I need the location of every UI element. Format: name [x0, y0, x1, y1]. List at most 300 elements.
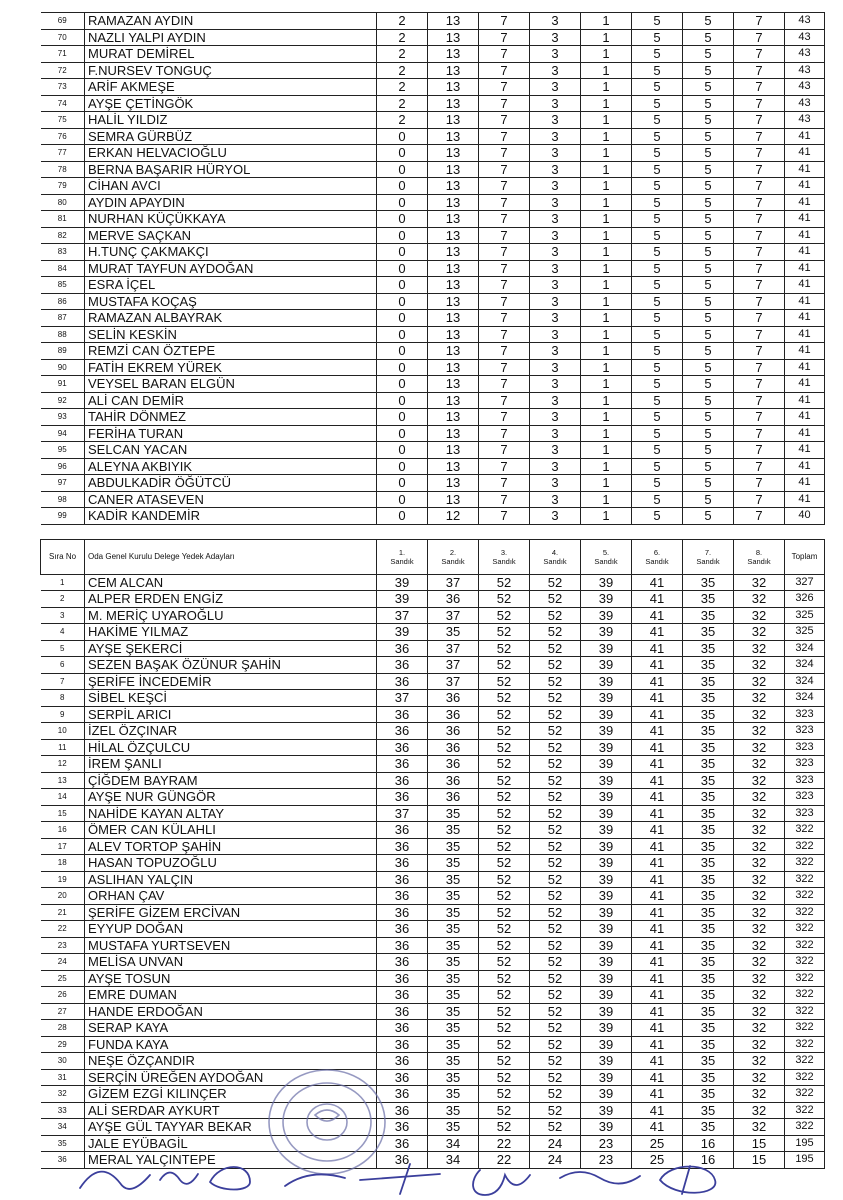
header-title: Oda Genel Kurulu Delege Yedek Adayları [85, 539, 377, 574]
row-number: 31 [41, 1069, 85, 1086]
total-votes: 323 [785, 706, 825, 723]
ballot-box-1-votes: 0 [377, 277, 428, 294]
row-number: 13 [41, 772, 85, 789]
ballot-box-1-votes: 0 [377, 178, 428, 195]
table-row [41, 326, 825, 343]
ballot-box-7-votes: 5 [683, 194, 734, 211]
ballot-box-3-votes: 52 [479, 987, 530, 1004]
ballot-box-8-votes: 32 [734, 1036, 785, 1053]
ballot-box-1-votes: 39 [377, 574, 428, 591]
ballot-box-3-votes: 7 [479, 79, 530, 96]
ballot-box-1-votes: 37 [377, 607, 428, 624]
ballot-box-4-votes: 3 [530, 145, 581, 162]
ballot-box-6-votes: 5 [632, 112, 683, 129]
ballot-box-7-votes: 35 [683, 690, 734, 707]
row-number: 93 [41, 409, 85, 426]
ballot-box-6-votes: 5 [632, 161, 683, 178]
row-number: 28 [41, 1020, 85, 1037]
ballot-box-5-votes: 39 [581, 673, 632, 690]
ballot-box-5-votes: 1 [581, 376, 632, 393]
total-votes: 41 [785, 260, 825, 277]
table-row [41, 145, 825, 162]
table-row [41, 491, 825, 508]
ballot-box-8-votes: 15 [734, 1135, 785, 1152]
ballot-box-8-votes: 7 [734, 29, 785, 46]
ballot-box-4-votes: 52 [530, 591, 581, 608]
ballot-box-3-votes: 7 [479, 161, 530, 178]
row-number: 73 [41, 79, 85, 96]
ballot-box-2-votes: 12 [428, 508, 479, 525]
table-row [41, 888, 825, 905]
table-row [41, 1069, 825, 1086]
total-votes: 41 [785, 178, 825, 195]
ballot-box-8-votes: 7 [734, 95, 785, 112]
row-number: 25 [41, 970, 85, 987]
ballot-box-7-votes: 5 [683, 62, 734, 79]
ballot-box-6-votes: 5 [632, 62, 683, 79]
ballot-box-7-votes: 35 [683, 624, 734, 641]
ballot-box-6-votes: 5 [632, 310, 683, 327]
row-number: 69 [41, 13, 85, 30]
total-votes: 324 [785, 690, 825, 707]
ballot-box-6-votes: 5 [632, 260, 683, 277]
ballot-box-7-votes: 35 [683, 772, 734, 789]
total-votes: 41 [785, 277, 825, 294]
total-votes: 325 [785, 624, 825, 641]
ballot-box-2-votes: 35 [428, 1102, 479, 1119]
ballot-box-7-votes: 35 [683, 591, 734, 608]
ballot-box-2-votes: 13 [428, 409, 479, 426]
table-row [41, 1135, 825, 1152]
row-number: 77 [41, 145, 85, 162]
row-number: 16 [41, 822, 85, 839]
ballot-box-5-votes: 1 [581, 326, 632, 343]
ballot-box-3-votes: 52 [479, 1102, 530, 1119]
ballot-box-8-votes: 32 [734, 954, 785, 971]
ballot-box-2-votes: 13 [428, 128, 479, 145]
total-votes: 41 [785, 475, 825, 492]
ballot-box-8-votes: 7 [734, 145, 785, 162]
ballot-box-2-votes: 13 [428, 326, 479, 343]
table-row [41, 591, 825, 608]
ballot-box-1-votes: 36 [377, 1119, 428, 1136]
ballot-box-5-votes: 1 [581, 392, 632, 409]
ballot-box-8-votes: 7 [734, 46, 785, 63]
ballot-box-4-votes: 52 [530, 657, 581, 674]
table-row [41, 1086, 825, 1103]
candidate-name: AYŞE GÜL TAYYAR BEKAR [85, 1119, 377, 1136]
ballot-box-7-votes: 5 [683, 277, 734, 294]
ballot-box-2-votes: 35 [428, 1086, 479, 1103]
candidate-name: NAZLI YALPI AYDIN [85, 29, 377, 46]
row-number: 80 [41, 194, 85, 211]
ballot-box-8-votes: 7 [734, 112, 785, 129]
row-number: 14 [41, 789, 85, 806]
table-row [41, 13, 825, 30]
table-row [41, 178, 825, 195]
ballot-box-3-votes: 7 [479, 508, 530, 525]
ballot-box-5-votes: 1 [581, 508, 632, 525]
ballot-box-6-votes: 41 [632, 772, 683, 789]
ballot-box-6-votes: 41 [632, 904, 683, 921]
table-row [41, 871, 825, 888]
candidate-name: HALİL YILDIZ [85, 112, 377, 129]
total-votes: 322 [785, 970, 825, 987]
ballot-box-5-votes: 39 [581, 855, 632, 872]
ballot-box-3-votes: 7 [479, 343, 530, 360]
total-votes: 322 [785, 1102, 825, 1119]
ballot-box-5-votes: 39 [581, 1086, 632, 1103]
ballot-box-5-votes: 39 [581, 1119, 632, 1136]
total-votes: 40 [785, 508, 825, 525]
ballot-box-6-votes: 5 [632, 244, 683, 261]
total-votes: 327 [785, 574, 825, 591]
total-votes: 323 [785, 772, 825, 789]
ballot-box-8-votes: 32 [734, 805, 785, 822]
ballot-box-1-votes: 36 [377, 1152, 428, 1169]
ballot-box-2-votes: 36 [428, 591, 479, 608]
ballot-box-5-votes: 1 [581, 425, 632, 442]
total-votes: 41 [785, 343, 825, 360]
ballot-box-1-votes: 0 [377, 211, 428, 228]
row-number: 3 [41, 607, 85, 624]
candidate-name: İREM ŞANLI [85, 756, 377, 773]
candidate-name: KADİR KANDEMİR [85, 508, 377, 525]
ballot-box-1-votes: 37 [377, 805, 428, 822]
ballot-box-8-votes: 7 [734, 227, 785, 244]
ballot-box-8-votes: 32 [734, 739, 785, 756]
ballot-box-4-votes: 24 [530, 1152, 581, 1169]
ballot-box-5-votes: 39 [581, 657, 632, 674]
total-votes: 322 [785, 1053, 825, 1070]
table-row [41, 475, 825, 492]
ballot-box-4-votes: 3 [530, 79, 581, 96]
ballot-box-3-votes: 52 [479, 772, 530, 789]
ballot-box-5-votes: 1 [581, 458, 632, 475]
ballot-box-7-votes: 5 [683, 112, 734, 129]
ballot-box-6-votes: 41 [632, 1053, 683, 1070]
ballot-box-5-votes: 39 [581, 1069, 632, 1086]
ballot-box-7-votes: 35 [683, 1003, 734, 1020]
ballot-box-2-votes: 35 [428, 954, 479, 971]
ballot-box-7-votes: 5 [683, 95, 734, 112]
ballot-box-2-votes: 13 [428, 293, 479, 310]
ballot-box-4-votes: 3 [530, 425, 581, 442]
ballot-box-7-votes: 5 [683, 376, 734, 393]
table-row [41, 640, 825, 657]
candidate-name: HANDE ERDOĞAN [85, 1003, 377, 1020]
ballot-box-7-votes: 35 [683, 1069, 734, 1086]
ballot-box-7-votes: 35 [683, 1086, 734, 1103]
ballot-box-6-votes: 5 [632, 227, 683, 244]
ballot-box-8-votes: 32 [734, 591, 785, 608]
ballot-box-5-votes: 39 [581, 739, 632, 756]
total-votes: 322 [785, 1069, 825, 1086]
ballot-box-7-votes: 5 [683, 128, 734, 145]
table-row [41, 937, 825, 954]
total-votes: 41 [785, 458, 825, 475]
ballot-box-2-votes: 37 [428, 607, 479, 624]
row-number: 94 [41, 425, 85, 442]
ballot-box-4-votes: 52 [530, 838, 581, 855]
ballot-box-8-votes: 7 [734, 376, 785, 393]
table-row [41, 277, 825, 294]
row-number: 4 [41, 624, 85, 641]
ballot-box-4-votes: 52 [530, 723, 581, 740]
ballot-box-7-votes: 35 [683, 1036, 734, 1053]
ballot-box-3-votes: 7 [479, 260, 530, 277]
ballot-box-5-votes: 23 [581, 1152, 632, 1169]
candidate-name: MURAT TAYFUN AYDOĞAN [85, 260, 377, 277]
ballot-box-3-votes: 52 [479, 1020, 530, 1037]
total-votes: 41 [785, 392, 825, 409]
ballot-box-5-votes: 1 [581, 178, 632, 195]
ballot-box-2-votes: 13 [428, 343, 479, 360]
ballot-box-3-votes: 7 [479, 293, 530, 310]
ballot-box-3-votes: 7 [479, 46, 530, 63]
ballot-box-7-votes: 35 [683, 1102, 734, 1119]
ballot-box-5-votes: 1 [581, 359, 632, 376]
ballot-box-7-votes: 5 [683, 310, 734, 327]
row-number: 76 [41, 128, 85, 145]
ballot-box-4-votes: 3 [530, 260, 581, 277]
ballot-box-1-votes: 0 [377, 343, 428, 360]
candidate-name: EYYUP DOĞAN [85, 921, 377, 938]
candidate-name: ALEYNA AKBIYIK [85, 458, 377, 475]
reserve-header-row [41, 539, 825, 574]
candidate-name: M. MERİÇ UYAROĞLU [85, 607, 377, 624]
table-row [41, 161, 825, 178]
ballot-box-4-votes: 52 [530, 574, 581, 591]
table-row [41, 112, 825, 129]
ballot-box-7-votes: 35 [683, 789, 734, 806]
total-votes: 41 [785, 293, 825, 310]
ballot-box-3-votes: 52 [479, 657, 530, 674]
ballot-box-7-votes: 35 [683, 888, 734, 905]
ballot-box-5-votes: 39 [581, 706, 632, 723]
ballot-box-2-votes: 35 [428, 855, 479, 872]
ballot-box-2-votes: 36 [428, 706, 479, 723]
ballot-box-7-votes: 35 [683, 838, 734, 855]
ballot-box-7-votes: 5 [683, 508, 734, 525]
candidate-name: H.TUNÇ ÇAKMAKÇI [85, 244, 377, 261]
ballot-box-3-votes: 52 [479, 739, 530, 756]
row-number: 24 [41, 954, 85, 971]
ballot-box-1-votes: 0 [377, 491, 428, 508]
ballot-box-5-votes: 1 [581, 475, 632, 492]
ballot-box-3-votes: 7 [479, 29, 530, 46]
ballot-box-1-votes: 36 [377, 673, 428, 690]
ballot-box-5-votes: 1 [581, 79, 632, 96]
ballot-box-6-votes: 41 [632, 855, 683, 872]
ballot-box-6-votes: 41 [632, 838, 683, 855]
ballot-box-2-votes: 13 [428, 62, 479, 79]
candidate-name: MURAT DEMİREL [85, 46, 377, 63]
ballot-box-5-votes: 1 [581, 194, 632, 211]
ballot-box-6-votes: 5 [632, 128, 683, 145]
ballot-box-8-votes: 32 [734, 822, 785, 839]
row-number: 84 [41, 260, 85, 277]
candidate-name: MUSTAFA KOÇAŞ [85, 293, 377, 310]
ballot-box-1-votes: 39 [377, 624, 428, 641]
candidate-name: HİLAL ÖZÇULCU [85, 739, 377, 756]
ballot-box-8-votes: 32 [734, 904, 785, 921]
ballot-box-8-votes: 32 [734, 789, 785, 806]
ballot-box-8-votes: 7 [734, 128, 785, 145]
candidate-name: SERAP KAYA [85, 1020, 377, 1037]
ballot-box-8-votes: 7 [734, 491, 785, 508]
ballot-box-1-votes: 0 [377, 227, 428, 244]
table-row [41, 921, 825, 938]
ballot-box-8-votes: 7 [734, 211, 785, 228]
ballot-box-7-votes: 5 [683, 442, 734, 459]
candidate-name: RAMAZAN ALBAYRAK [85, 310, 377, 327]
table-row [41, 260, 825, 277]
ballot-box-1-votes: 0 [377, 392, 428, 409]
ballot-box-7-votes: 35 [683, 574, 734, 591]
ballot-box-4-votes: 52 [530, 640, 581, 657]
ballot-box-1-votes: 2 [377, 29, 428, 46]
ballot-box-3-votes: 52 [479, 591, 530, 608]
ballot-box-1-votes: 36 [377, 1069, 428, 1086]
ballot-box-8-votes: 32 [734, 574, 785, 591]
ballot-box-4-votes: 52 [530, 1086, 581, 1103]
ballot-box-1-votes: 36 [377, 772, 428, 789]
ballot-box-3-votes: 22 [479, 1152, 530, 1169]
row-number: 11 [41, 739, 85, 756]
ballot-box-3-votes: 7 [479, 145, 530, 162]
ballot-box-6-votes: 41 [632, 1102, 683, 1119]
ballot-box-4-votes: 52 [530, 904, 581, 921]
ballot-box-6-votes: 41 [632, 822, 683, 839]
ballot-box-8-votes: 7 [734, 326, 785, 343]
table-row [41, 838, 825, 855]
total-votes: 323 [785, 723, 825, 740]
ballot-box-1-votes: 0 [377, 145, 428, 162]
candidate-name: MELİSA UNVAN [85, 954, 377, 971]
ballot-box-4-votes: 3 [530, 227, 581, 244]
ballot-box-8-votes: 7 [734, 359, 785, 376]
ballot-box-8-votes: 32 [734, 987, 785, 1004]
ballot-box-1-votes: 0 [377, 508, 428, 525]
ballot-box-7-votes: 35 [683, 871, 734, 888]
ballot-box-1-votes: 0 [377, 326, 428, 343]
ballot-box-1-votes: 36 [377, 789, 428, 806]
candidate-name: ESRA İÇEL [85, 277, 377, 294]
candidate-name: ŞERİFE GİZEM ERCİVAN [85, 904, 377, 921]
ballot-box-8-votes: 32 [734, 1119, 785, 1136]
ballot-box-1-votes: 0 [377, 409, 428, 426]
ballot-box-6-votes: 41 [632, 1036, 683, 1053]
ballot-box-3-votes: 52 [479, 1119, 530, 1136]
ballot-box-6-votes: 41 [632, 1119, 683, 1136]
ballot-box-5-votes: 39 [581, 1036, 632, 1053]
ballot-box-3-votes: 52 [479, 1086, 530, 1103]
row-number: 88 [41, 326, 85, 343]
ballot-box-7-votes: 5 [683, 326, 734, 343]
candidate-name: RAMAZAN AYDIN [85, 13, 377, 30]
ballot-box-7-votes: 16 [683, 1135, 734, 1152]
candidate-name: ALİ SERDAR AYKURT [85, 1102, 377, 1119]
ballot-box-5-votes: 39 [581, 838, 632, 855]
ballot-box-1-votes: 36 [377, 756, 428, 773]
row-number: 34 [41, 1119, 85, 1136]
ballot-box-4-votes: 52 [530, 937, 581, 954]
table-row [41, 855, 825, 872]
ballot-box-5-votes: 1 [581, 95, 632, 112]
ballot-box-6-votes: 41 [632, 624, 683, 641]
ballot-box-4-votes: 3 [530, 359, 581, 376]
ballot-box-1-votes: 0 [377, 458, 428, 475]
ballot-box-7-votes: 35 [683, 937, 734, 954]
candidate-name: NAHİDE KAYAN ALTAY [85, 805, 377, 822]
row-number: 12 [41, 756, 85, 773]
ballot-box-4-votes: 52 [530, 987, 581, 1004]
ballot-box-5-votes: 1 [581, 343, 632, 360]
ballot-box-2-votes: 35 [428, 624, 479, 641]
total-votes: 324 [785, 640, 825, 657]
total-votes: 41 [785, 310, 825, 327]
ballot-box-3-votes: 52 [479, 921, 530, 938]
ballot-box-4-votes: 3 [530, 310, 581, 327]
row-number: 5 [41, 640, 85, 657]
ballot-box-6-votes: 41 [632, 987, 683, 1004]
total-votes: 41 [785, 161, 825, 178]
ballot-box-5-votes: 1 [581, 128, 632, 145]
ballot-box-3-votes: 52 [479, 1003, 530, 1020]
total-votes: 322 [785, 921, 825, 938]
ballot-box-8-votes: 32 [734, 888, 785, 905]
candidate-name: AYŞE ÇETİNGÖK [85, 95, 377, 112]
ballot-box-8-votes: 32 [734, 772, 785, 789]
total-votes: 322 [785, 871, 825, 888]
row-number: 87 [41, 310, 85, 327]
ballot-box-6-votes: 5 [632, 359, 683, 376]
table-row [41, 624, 825, 641]
ballot-box-3-votes: 7 [479, 277, 530, 294]
ballot-box-6-votes: 41 [632, 789, 683, 806]
ballot-box-6-votes: 5 [632, 392, 683, 409]
header-box-2: 2. Sandık [428, 539, 479, 574]
candidate-name: ÇİĞDEM BAYRAM [85, 772, 377, 789]
table-row [41, 128, 825, 145]
ballot-box-4-votes: 52 [530, 855, 581, 872]
ballot-box-7-votes: 5 [683, 227, 734, 244]
ballot-box-1-votes: 36 [377, 723, 428, 740]
ballot-box-8-votes: 7 [734, 79, 785, 96]
ballot-box-4-votes: 52 [530, 1119, 581, 1136]
ballot-box-7-votes: 35 [683, 921, 734, 938]
table-row [41, 789, 825, 806]
row-number: 17 [41, 838, 85, 855]
row-number: 22 [41, 921, 85, 938]
total-votes: 43 [785, 29, 825, 46]
ballot-box-2-votes: 35 [428, 970, 479, 987]
ballot-box-8-votes: 7 [734, 425, 785, 442]
candidate-name: MERVE SAÇKAN [85, 227, 377, 244]
row-number: 18 [41, 855, 85, 872]
table-row [41, 772, 825, 789]
table-row [41, 211, 825, 228]
ballot-box-3-votes: 52 [479, 1036, 530, 1053]
ballot-box-5-votes: 39 [581, 772, 632, 789]
ballot-box-2-votes: 13 [428, 491, 479, 508]
row-number: 6 [41, 657, 85, 674]
ballot-box-5-votes: 39 [581, 591, 632, 608]
row-number: 10 [41, 723, 85, 740]
total-votes: 326 [785, 591, 825, 608]
ballot-box-7-votes: 16 [683, 1152, 734, 1169]
